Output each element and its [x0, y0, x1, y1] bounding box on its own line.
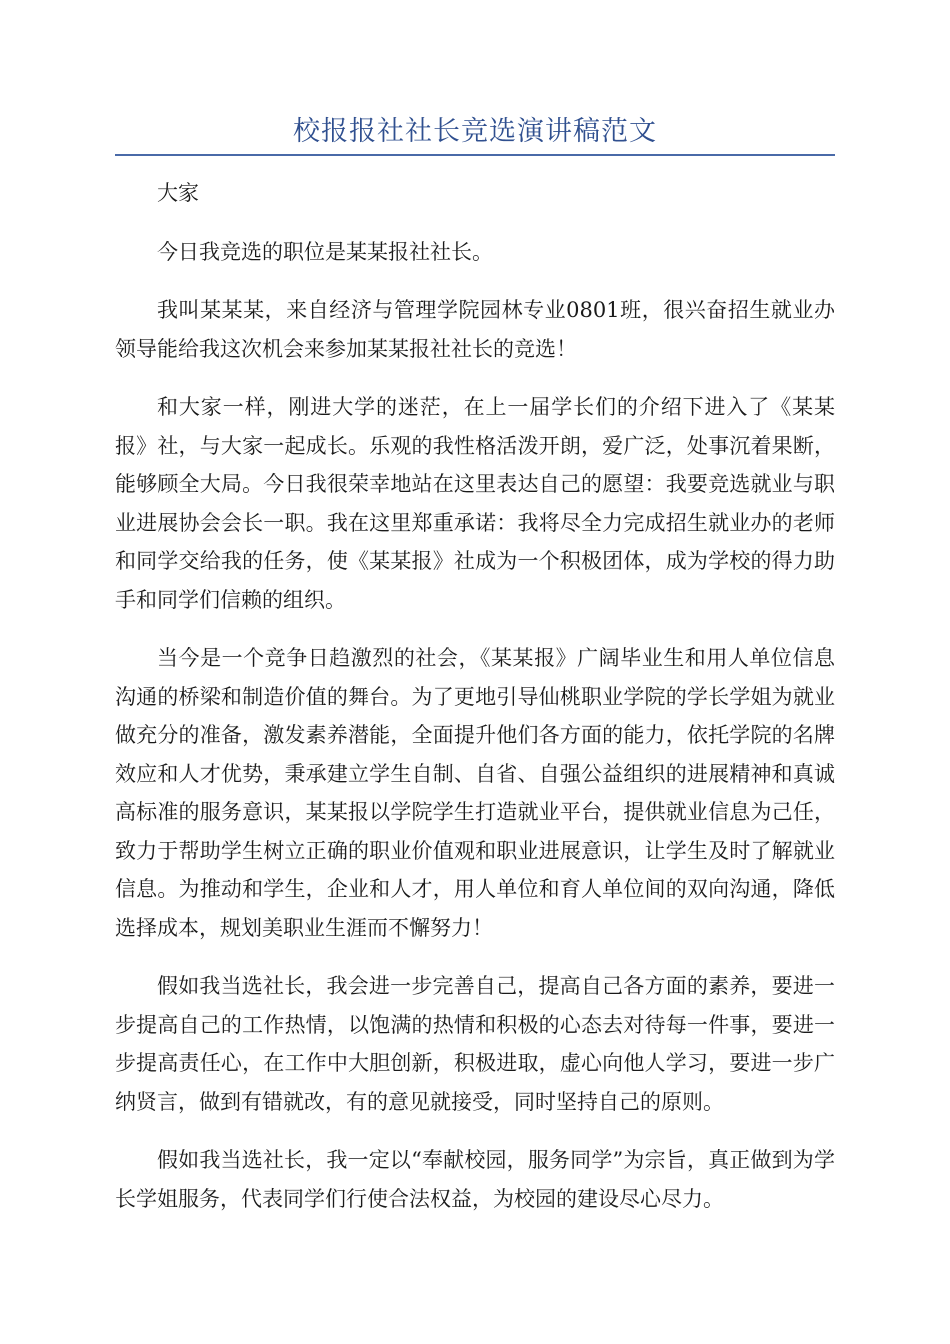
document-body: [115, 174, 835, 1238]
paragraph: 假如我当选社长，我一定以“奉献校园，服务同学”为宗旨，真正做到为学长学姐服务，代表同学们行使合法权益，为校园的建设尽心尽力。: [115, 1148, 835, 1211]
paragraph: 今日我竞选的职位是某某报社社长。: [157, 239, 493, 264]
title-underline: [115, 154, 835, 156]
paragraph: 当今是一个竞争日趋激烈的社会，《某某报》广阔毕业生和用人单位信息沟通的桥梁和制造价值的舞台。为了更地引导仙桃职业学院的学长学姐为就业做充分的准备，激发素养潜能，全面提升他们各方面的能力，依托学院的名牌效应和人才优势，秉承建立学生自制、自省、自强公益组织的进展精神和真诚高标准的服务意识，某某报以学院学生打造就业平台，提供就业信息为己任，致力于帮助学生树立正确的职业价值观和职业进展意识，让学生及时了解就业信息。为推动和学生，企业和人才，用人单位和育人单位间的双向沟通，降低选择成本，规划美职业生涯而不懈努力！: [115, 646, 835, 940]
paragraph-salutation: 大家: [157, 181, 199, 205]
document-title: 校报报社社长竞选演讲稿范文: [293, 116, 657, 147]
paragraph: 和大家一样，刚进大学的迷茫，在上一届学长们的介绍下进入了《某某报》社，与大家一起成长。乐观的我性格活泼开朗，爱广泛，处事沉着果断，能够顾全大局。今日我很荣幸地站在这里表达自己的愿望：我要竞选就业与职业进展协会会长一职。我在这里郑重承诺：我将尽全力完成招生就业办的老师和同学交给我的任务，使《某某报》社成为一个积极团体，成为学校的得力助手和同学们信赖的组织。: [115, 395, 835, 612]
paragraph: 我叫某某某，来自经济与管理学院园林专业0801班，很兴奋招生就业办领导能给我这次机会来参加某某报社社长的竞选！: [115, 298, 835, 361]
paragraph: 假如我当选社长，我会进一步完善自己，提高自己各方面的素养，要进一步提高自己的工作热情，以饱满的热情和积极的心态去对待每一件事，要进一步提高责任心，在工作中大胆创新，积极进取，虚心向他人学习，要进一步广纳贤言，做到有错就改，有的意见就接受，同时坚持自己的原则。: [115, 974, 835, 1114]
